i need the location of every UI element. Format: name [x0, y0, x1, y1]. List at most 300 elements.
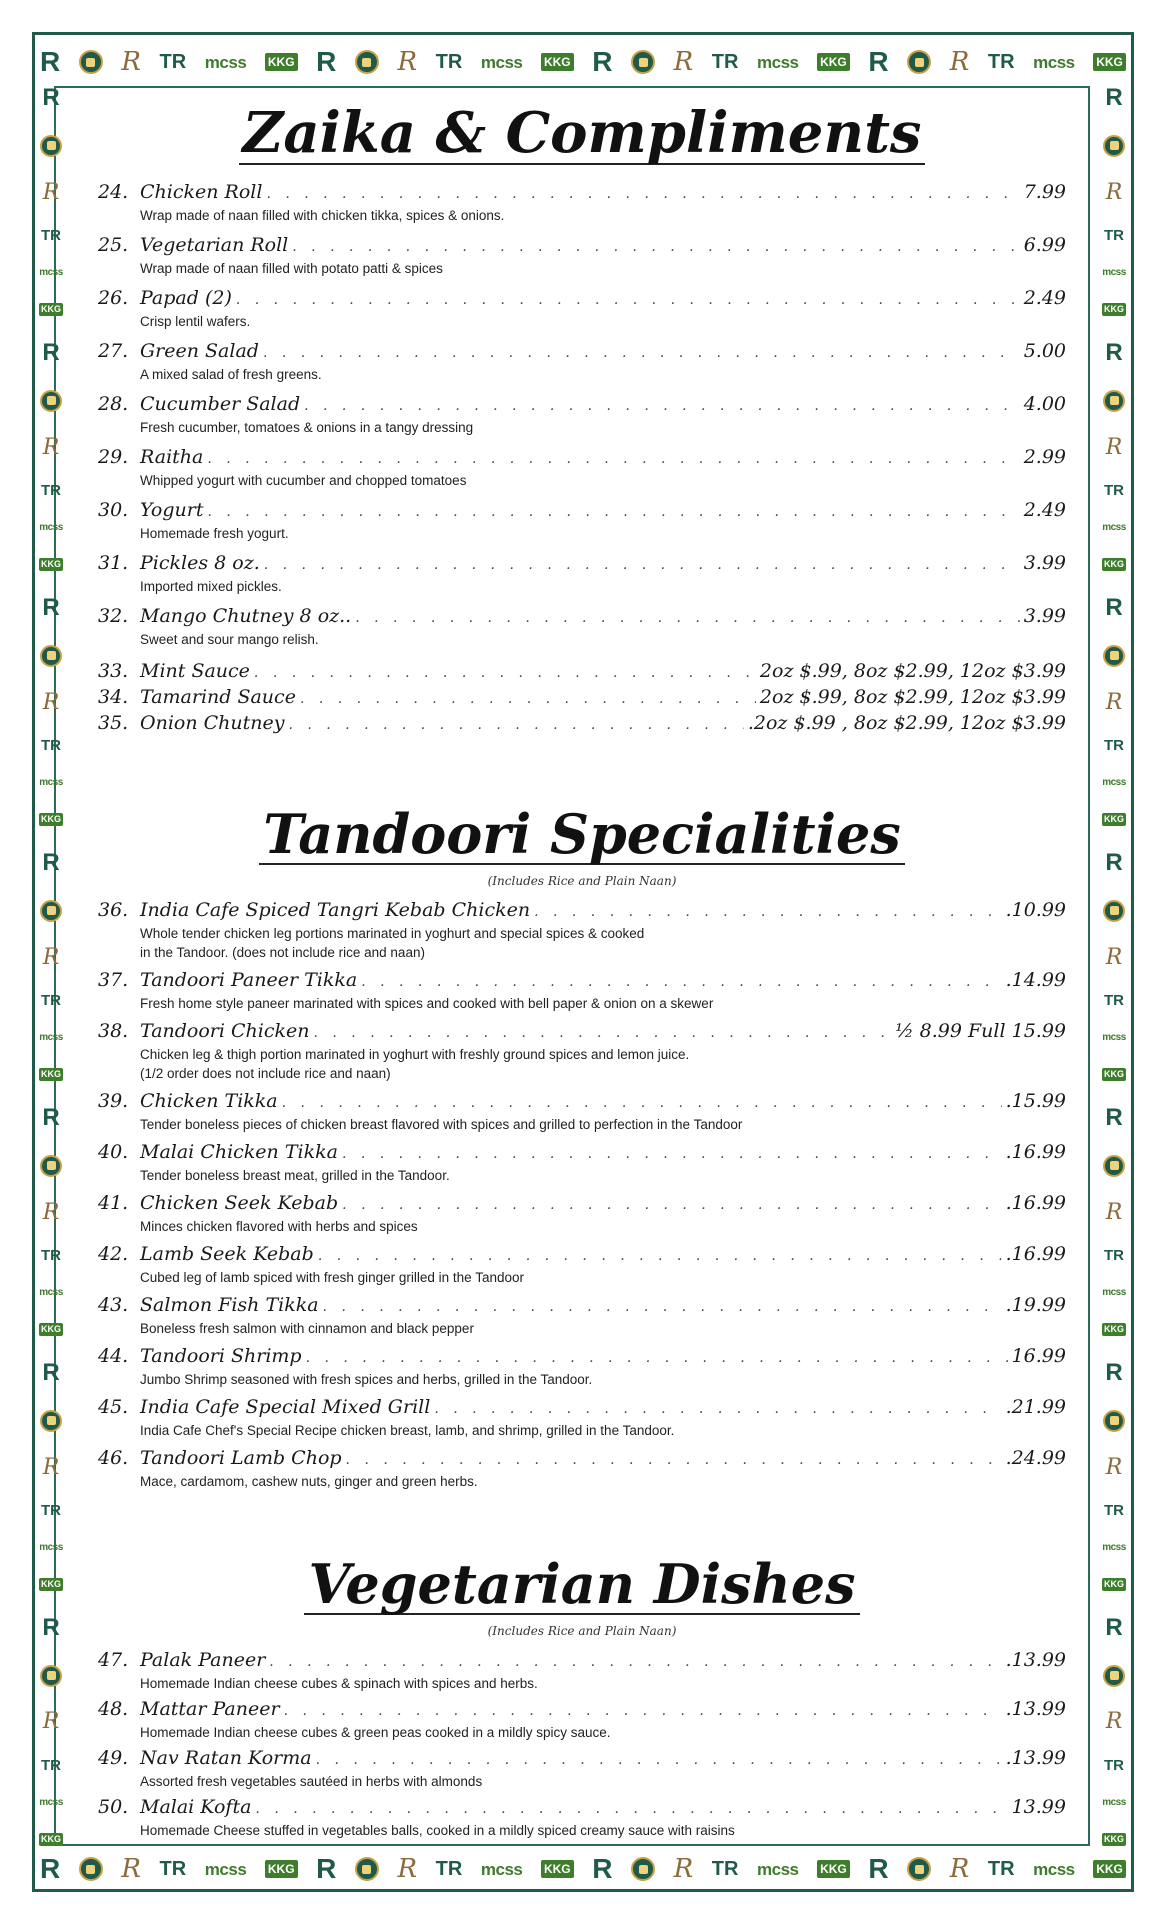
- border-logo-icon: mcss: [39, 522, 63, 534]
- item-price: .19.99: [1005, 1294, 1066, 1316]
- item-price: .15.99: [1005, 1090, 1066, 1112]
- border-logo-icon: R: [40, 46, 61, 77]
- border-logo-icon: mcss: [39, 1797, 63, 1809]
- dot-leader: [292, 235, 1019, 259]
- border-logo-icon: KKG: [1104, 1069, 1124, 1080]
- border-logo-icon: mcss: [1102, 777, 1126, 789]
- border-logo-icon: TR: [41, 1502, 61, 1520]
- border-logo-icon: mcss: [204, 52, 247, 72]
- border-logo-icon: KKG: [817, 53, 850, 71]
- border-logo-icon: R: [1105, 1199, 1123, 1225]
- item-description: Imported mixed pickles.: [140, 579, 282, 594]
- menu-item-row: [98, 233, 1066, 259]
- border-logo-icon: mcss: [39, 1287, 63, 1299]
- item-price: .16.99: [1005, 1192, 1066, 1214]
- item-name: Papad (2): [140, 287, 232, 309]
- menu-item: [98, 1019, 1066, 1083]
- border-logo-icon: TR: [41, 992, 61, 1010]
- item-number: 30.: [98, 499, 129, 521]
- border-logo-icon: KKG: [1104, 559, 1124, 570]
- border-logos-bottom: [40, 1850, 1126, 1888]
- border-logo-icon: [40, 900, 62, 922]
- border-logo-icon: KKG: [41, 814, 61, 825]
- item-name: Tamarind Sauce: [140, 686, 296, 708]
- border-logo-icon: [1103, 1410, 1125, 1432]
- border-logo-icon: TR: [159, 1858, 187, 1880]
- item-price: 2oz $.99, 8oz $2.99, 12oz $3.99: [759, 686, 1066, 708]
- border-logo-icon: TR: [159, 51, 187, 73]
- border-logo-icon: KKG: [265, 53, 298, 71]
- item-description: Whole tender chicken leg portions marinated in yoghurt and special spices & cooked: [140, 926, 645, 941]
- item-name: Nav Ratan Korma: [140, 1747, 312, 1769]
- dot-leader: [534, 900, 1001, 924]
- menu-item: [98, 659, 1066, 685]
- menu-item-row: [98, 339, 1066, 365]
- item-price: 2oz $.99, 8oz $2.99, 12oz $3.99: [759, 660, 1066, 682]
- border-logo-icon: [907, 50, 931, 74]
- border-logo-icon: R: [673, 1854, 694, 1884]
- item-name: India Cafe Spiced Tangri Kebab Chicken: [140, 899, 531, 921]
- menu-item: [98, 286, 1066, 331]
- item-number: 40.: [98, 1141, 129, 1163]
- menu-item: [98, 1648, 1066, 1693]
- border-logo-icon: R: [868, 1853, 889, 1884]
- item-description: Mace, cardamom, cashew nuts, ginger and green herbs.: [140, 1474, 478, 1489]
- border-logo-icon: TR: [1104, 1757, 1124, 1775]
- item-name: Raitha: [140, 446, 204, 468]
- dot-leader: [282, 1091, 1002, 1115]
- item-description: Whipped yogurt with cucumber and chopped tomatoes: [140, 473, 467, 488]
- border-logo-icon: R: [397, 1854, 418, 1884]
- item-name: Cucumber Salad: [140, 393, 301, 415]
- item-name: Mint Sauce: [140, 660, 250, 682]
- item-description: India Cafe Chef's Special Recipe chicken breast, lamb, and shrimp, grilled in the Tandoor.: [140, 1423, 675, 1438]
- border-logo-icon: R: [42, 1454, 60, 1480]
- menu-item: [98, 1191, 1066, 1236]
- border-logo-icon: R: [1105, 338, 1123, 366]
- item-number: 36.: [98, 899, 129, 921]
- item-price: .13.99: [1005, 1747, 1066, 1769]
- border-logo-icon: [40, 645, 62, 667]
- item-number: 31.: [98, 552, 129, 574]
- item-price: 2.99: [1023, 446, 1066, 468]
- menu-item-row: [98, 711, 1066, 737]
- dot-leader: [236, 288, 1020, 312]
- menu-item-row: [98, 498, 1066, 524]
- item-name: Tandoori Shrimp: [140, 1345, 302, 1367]
- item-name: Lamb Seek Kebab: [140, 1243, 314, 1265]
- border-logo-icon: KKG: [1104, 1324, 1124, 1335]
- menu-item: [98, 551, 1066, 596]
- section-note: (Includes Rice and Plain Naan): [487, 1624, 677, 1638]
- item-number: 24.: [98, 181, 129, 203]
- item-price: 4.00: [1023, 393, 1066, 415]
- border-logo-icon: R: [1105, 1454, 1123, 1480]
- menu-items: [98, 898, 1066, 1491]
- menu-items: [98, 180, 1066, 737]
- item-price: 6.99: [1023, 234, 1066, 256]
- item-price: 13.99: [1011, 1796, 1066, 1818]
- border-logo-icon: TR: [41, 1757, 61, 1775]
- border-logo-icon: [79, 50, 103, 74]
- menu-item: [98, 1395, 1066, 1440]
- item-name: Onion Chutney: [140, 712, 285, 734]
- dot-leader: [300, 687, 756, 711]
- border-logo-icon: KKG: [541, 53, 574, 71]
- menu-item: [98, 445, 1066, 490]
- item-number: 37.: [98, 969, 129, 991]
- section-zaika-compliments: [98, 100, 1066, 737]
- border-logo-icon: mcss: [1033, 52, 1075, 72]
- border-logo-icon: mcss: [757, 52, 799, 72]
- border-logo-icon: KKG: [41, 1069, 61, 1080]
- dot-leader: [355, 606, 1019, 630]
- menu-item-row: [98, 1395, 1066, 1421]
- border-logo-icon: [1103, 900, 1125, 922]
- border-logo-icon: KKG: [1104, 814, 1124, 825]
- border-logo-icon: mcss: [39, 777, 63, 789]
- menu-item: [98, 1697, 1066, 1742]
- menu-item-row: [98, 1446, 1066, 1472]
- border-logo-icon: KKG: [41, 1578, 61, 1589]
- item-name: India Cafe Special Mixed Grill: [140, 1396, 431, 1418]
- border-logo-icon: mcss: [1102, 522, 1126, 534]
- menu-item: [98, 968, 1066, 1013]
- item-number: 47.: [98, 1649, 129, 1671]
- dot-leader: [318, 1244, 1002, 1268]
- border-logo-icon: R: [42, 1613, 60, 1641]
- border-logo-icon: R: [42, 1358, 60, 1386]
- menu-item: [98, 1344, 1066, 1389]
- item-price: ½ 8.99 Full 15.99: [895, 1020, 1066, 1042]
- border-logo-icon: R: [42, 1709, 60, 1735]
- item-description: Minces chicken flavored with herbs and spices: [140, 1219, 418, 1234]
- border-logo-icon: mcss: [480, 52, 523, 72]
- border-logo-icon: mcss: [757, 1859, 799, 1879]
- item-description: A mixed salad of fresh greens.: [140, 367, 322, 382]
- menu-item-row: [98, 604, 1066, 630]
- section-title: Vegetarian Dishes: [98, 1552, 1066, 1616]
- item-number: 34.: [98, 686, 129, 708]
- item-number: 46.: [98, 1447, 129, 1469]
- item-number: 33.: [98, 660, 129, 682]
- border-logo-icon: R: [42, 944, 60, 970]
- item-number: 28.: [98, 393, 129, 415]
- item-number: 41.: [98, 1192, 129, 1214]
- item-name: Vegetarian Roll: [140, 234, 289, 256]
- border-logo-icon: TR: [1104, 1247, 1124, 1265]
- border-logo-icon: [1103, 390, 1125, 412]
- item-price: .13.99: [1005, 1649, 1066, 1671]
- border-logo-icon: [907, 1857, 931, 1881]
- border-logo-icon: [40, 1155, 62, 1177]
- border-logo-icon: R: [121, 47, 141, 77]
- menu-item-row: [98, 1746, 1066, 1772]
- item-description: Wrap made of naan filled with potato patti & spices: [140, 261, 443, 276]
- item-name: Chicken Seek Kebab: [140, 1192, 339, 1214]
- item-name: Mattar Paneer: [140, 1698, 280, 1720]
- border-logo-icon: mcss: [1102, 267, 1126, 279]
- border-logo-icon: KKG: [41, 304, 61, 315]
- border-logo-icon: [355, 50, 379, 74]
- dot-leader: [346, 1448, 1002, 1472]
- border-logo-icon: R: [949, 47, 970, 77]
- border-logo-icon: TR: [711, 1858, 739, 1880]
- border-logo-icon: KKG: [41, 1833, 61, 1844]
- menu-item-row: [98, 286, 1066, 312]
- border-logo-icon: [40, 1410, 62, 1432]
- item-description: Wrap made of naan filled with chicken tikka, spices & onions.: [140, 208, 505, 223]
- item-number: 29.: [98, 446, 129, 468]
- menu-item-row: [98, 1140, 1066, 1166]
- border-logo-icon: R: [316, 46, 337, 77]
- item-name: Green Salad: [140, 340, 259, 362]
- item-description: Homemade Cheese stuffed in vegetables balls, cooked in a mildly spiced creamy sauce with raisins: [140, 1823, 735, 1838]
- border-logo-icon: TR: [987, 51, 1015, 73]
- border-logo-icon: R: [42, 1103, 60, 1131]
- dot-leader: [284, 1699, 1002, 1723]
- border-logo-icon: TR: [987, 1858, 1015, 1880]
- menu-item: [98, 1293, 1066, 1338]
- border-logo-icon: TR: [1104, 1502, 1124, 1520]
- border-logo-icon: KKG: [541, 1860, 574, 1878]
- border-logo-icon: TR: [41, 482, 61, 500]
- item-number: 25.: [98, 234, 129, 256]
- item-name: Malai Chicken Tikka: [140, 1141, 338, 1163]
- item-number: 48.: [98, 1698, 129, 1720]
- item-description: Chicken leg & thigh portion marinated in yoghurt with freshly ground spices and lemon juice.: [140, 1047, 690, 1062]
- menu-item: [98, 685, 1066, 711]
- border-logo-icon: TR: [1104, 227, 1124, 245]
- dot-leader: [207, 500, 1019, 524]
- border-logo-icon: [40, 1665, 62, 1687]
- border-logo-icon: mcss: [1033, 1859, 1075, 1879]
- item-number: 38.: [98, 1020, 129, 1042]
- border-logo-icon: mcss: [39, 1542, 63, 1554]
- border-logo-icon: TR: [1104, 482, 1124, 500]
- border-logo-icon: [631, 50, 655, 74]
- dot-leader: [323, 1295, 1002, 1319]
- border-logo-icon: mcss: [1102, 1542, 1126, 1554]
- menu-item-row: [98, 1089, 1066, 1115]
- menu-item-row: [98, 685, 1066, 711]
- border-logo-icon: R: [42, 338, 60, 366]
- border-logo-icon: mcss: [1102, 1032, 1126, 1044]
- item-description: Crisp lentil wafers.: [140, 314, 251, 329]
- item-number: 44.: [98, 1345, 129, 1367]
- border-logo-icon: R: [42, 593, 60, 621]
- menu-item-row: [98, 1344, 1066, 1370]
- dot-leader: [207, 447, 1019, 471]
- item-name: Yogurt: [140, 499, 204, 521]
- dot-leader: [263, 341, 1020, 365]
- item-name: Chicken Roll: [140, 181, 263, 203]
- border-logo-icon: [79, 1857, 103, 1881]
- item-price: 2.49: [1023, 499, 1066, 521]
- section-tandoori-specialities: [98, 802, 1066, 1497]
- item-price: 7.99: [1023, 181, 1066, 203]
- dot-leader: [269, 1650, 1001, 1674]
- item-description: Sweet and sour mango relish.: [140, 632, 319, 647]
- border-logos-right: [1098, 86, 1130, 1846]
- item-price: .10.99: [1005, 899, 1066, 921]
- border-logo-icon: TR: [435, 51, 463, 73]
- menu-item: [98, 604, 1066, 649]
- border-logo-icon: TR: [1104, 992, 1124, 1010]
- menu-item: [98, 498, 1066, 543]
- item-description-continued: in the Tandoor. (does not include rice and naan): [140, 945, 425, 960]
- border-logo-icon: [40, 135, 62, 157]
- border-logo-icon: KKG: [41, 1324, 61, 1335]
- menu-item-row: [98, 1242, 1066, 1268]
- menu-item: [98, 711, 1066, 737]
- border-logo-icon: KKG: [41, 559, 61, 570]
- dot-leader: [266, 182, 1019, 206]
- border-logo-icon: KKG: [1104, 304, 1124, 315]
- border-logo-icon: R: [1105, 86, 1123, 111]
- menu-item: [98, 180, 1066, 225]
- dot-leader: [316, 1748, 1002, 1772]
- border-logo-icon: [1103, 1665, 1125, 1687]
- border-logo-icon: KKG: [817, 1860, 850, 1878]
- dot-leader: [342, 1142, 1002, 1166]
- border-logo-icon: R: [868, 46, 889, 77]
- border-logo-icon: R: [673, 47, 694, 77]
- item-name: Tandoori Paneer Tikka: [140, 969, 358, 991]
- border-logo-icon: R: [592, 46, 613, 77]
- item-price: .21.99: [1005, 1396, 1066, 1418]
- dot-leader: [264, 553, 1020, 577]
- border-logo-icon: TR: [435, 1858, 463, 1880]
- menu-item-row: [98, 1019, 1066, 1045]
- item-description: Fresh home style paneer marinated with spices and cooked with bell paper & onion on a skewer: [140, 996, 714, 1011]
- menu-items: [98, 1648, 1066, 1840]
- dot-leader: [304, 394, 1020, 418]
- item-price: .2oz $.99 , 8oz $2.99, 12oz $3.99: [747, 712, 1066, 734]
- dot-leader: [288, 713, 743, 737]
- menu-item: [98, 1795, 1066, 1840]
- border-logo-icon: mcss: [39, 1032, 63, 1044]
- menu-item-row: [98, 659, 1066, 685]
- menu-item-row: [98, 1648, 1066, 1674]
- item-description: Cubed leg of lamb spiced with fresh ginger grilled in the Tandoor: [140, 1270, 524, 1285]
- menu-item-row: [98, 445, 1066, 471]
- menu-item: [98, 1446, 1066, 1491]
- border-logo-icon: [631, 1857, 655, 1881]
- item-name: Malai Kofta: [140, 1796, 252, 1818]
- border-logo-icon: R: [1105, 1103, 1123, 1131]
- item-price: .16.99: [1005, 1141, 1066, 1163]
- item-description: Homemade fresh yogurt.: [140, 526, 289, 541]
- border-logo-icon: R: [42, 434, 60, 460]
- menu-item-row: [98, 898, 1066, 924]
- border-logo-icon: TR: [711, 51, 739, 73]
- border-logo-icon: R: [42, 689, 60, 715]
- item-description: Fresh cucumber, tomatoes & onions in a tangy dressing: [140, 420, 474, 435]
- item-description: Jumbo Shrimp seasoned with fresh spices and herbs, grilled in the Tandoor.: [140, 1372, 593, 1387]
- menu-item-row: [98, 1697, 1066, 1723]
- item-number: 32.: [98, 605, 129, 627]
- border-logo-icon: R: [40, 1853, 61, 1884]
- item-name: Tandoori Chicken: [140, 1020, 310, 1042]
- border-logo-icon: KKG: [1093, 1860, 1126, 1878]
- menu-item: [98, 1242, 1066, 1287]
- border-logo-icon: KKG: [265, 1860, 298, 1878]
- border-logo-icon: mcss: [1102, 1797, 1126, 1809]
- item-name: Mango Chutney 8 oz..: [140, 605, 352, 627]
- item-description: Homemade Indian cheese cubes & green peas cooked in a mildly spicy sauce.: [140, 1725, 611, 1740]
- item-price: 5.00: [1023, 340, 1066, 362]
- item-description: Assorted fresh vegetables sautéed in herbs with almonds: [140, 1774, 483, 1789]
- item-price: .16.99: [1005, 1243, 1066, 1265]
- border-logo-icon: R: [1105, 179, 1123, 205]
- menu-item-row: [98, 180, 1066, 206]
- border-logo-icon: R: [1105, 1613, 1123, 1641]
- border-logo-icon: R: [592, 1853, 613, 1884]
- border-logo-icon: mcss: [480, 1859, 523, 1879]
- dot-leader: [254, 661, 756, 685]
- dot-leader: [434, 1397, 1001, 1421]
- border-logo-icon: R: [1105, 848, 1123, 876]
- border-logo-icon: KKG: [1104, 1833, 1124, 1844]
- menu-item-row: [98, 1795, 1066, 1821]
- section-note: (Includes Rice and Plain Naan): [487, 874, 677, 888]
- menu-item: [98, 233, 1066, 278]
- border-logo-icon: mcss: [39, 267, 63, 279]
- dot-leader: [361, 970, 1001, 994]
- menu-item: [98, 339, 1066, 384]
- menu-item: [98, 1140, 1066, 1185]
- menu-item: [98, 898, 1066, 962]
- menu-item-row: [98, 392, 1066, 418]
- border-logo-icon: R: [42, 1199, 60, 1225]
- item-name: Chicken Tikka: [140, 1090, 278, 1112]
- section-vegetarian-dishes: [98, 1552, 1066, 1844]
- menu-item: [98, 392, 1066, 437]
- item-name: Salmon Fish Tikka: [140, 1294, 319, 1316]
- border-logo-icon: R: [42, 86, 60, 111]
- item-number: 45.: [98, 1396, 129, 1418]
- menu-item-row: [98, 1191, 1066, 1217]
- menu-item: [98, 1089, 1066, 1134]
- item-price: .14.99: [1005, 969, 1066, 991]
- border-logo-icon: TR: [41, 737, 61, 755]
- item-number: 39.: [98, 1090, 129, 1112]
- menu-item: [98, 1746, 1066, 1791]
- border-logos-left: [36, 86, 66, 1846]
- border-logos-top: [40, 42, 1126, 82]
- menu-item-row: [98, 551, 1066, 577]
- border-logo-icon: R: [949, 1854, 970, 1884]
- item-number: 26.: [98, 287, 129, 309]
- dot-leader: [342, 1193, 1001, 1217]
- dot-leader: [314, 1021, 892, 1045]
- item-price: .13.99: [1005, 1698, 1066, 1720]
- item-number: 35.: [98, 712, 129, 734]
- border-logo-icon: R: [42, 848, 60, 876]
- item-name: Pickles 8 oz.: [140, 552, 260, 574]
- border-logo-icon: [40, 390, 62, 412]
- border-logo-icon: TR: [41, 227, 61, 245]
- item-number: 27.: [98, 340, 129, 362]
- item-price: 3.99: [1023, 552, 1066, 574]
- border-logo-icon: [1103, 135, 1125, 157]
- border-logo-icon: TR: [41, 1247, 61, 1265]
- item-number: 43.: [98, 1294, 129, 1316]
- item-price: 3.99: [1023, 605, 1066, 627]
- item-description: Homemade Indian cheese cubes & spinach with spices and herbs.: [140, 1676, 538, 1691]
- border-logo-icon: R: [1105, 593, 1123, 621]
